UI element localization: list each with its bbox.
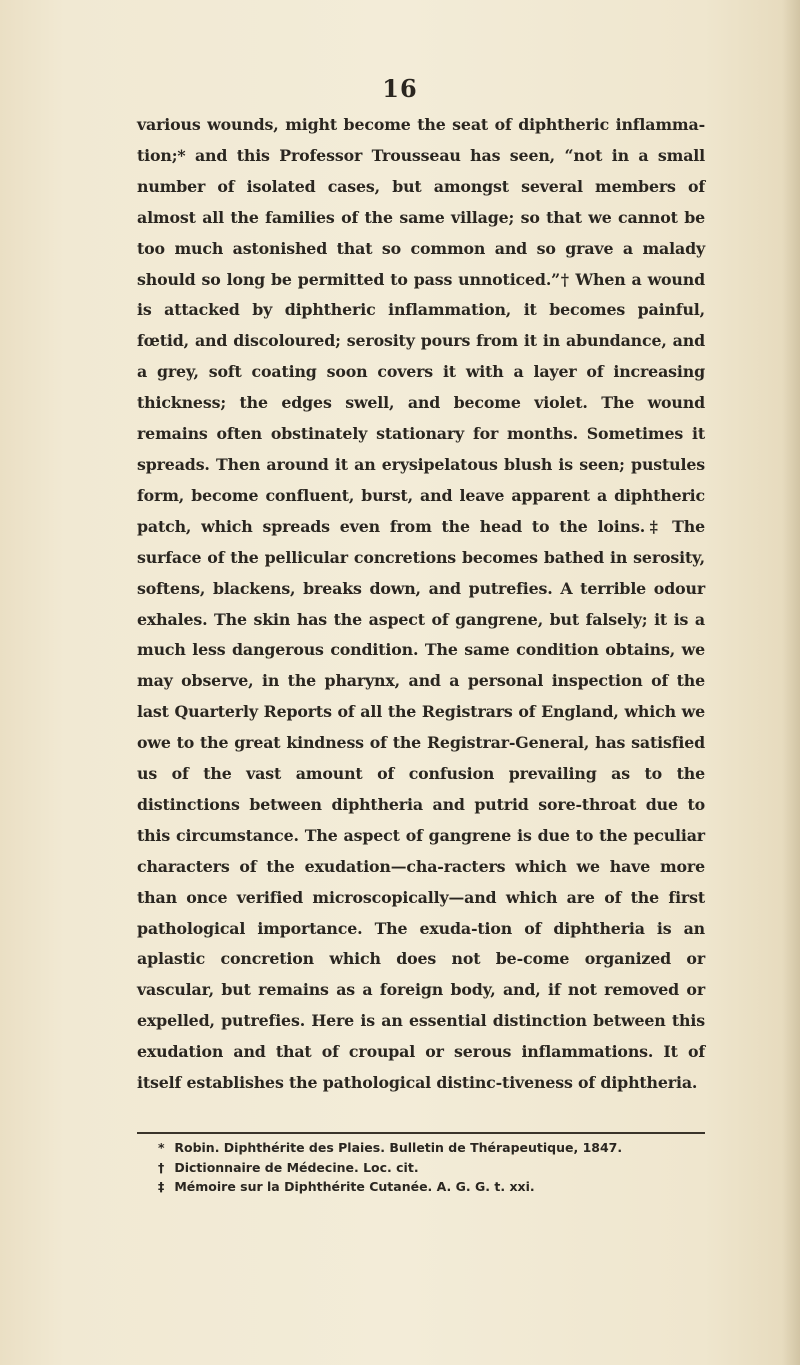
footnote-mark: * xyxy=(158,1140,165,1155)
footnote-divider xyxy=(137,1132,705,1134)
footnote-mark: † xyxy=(158,1159,165,1175)
footnote-text: Dictionnaire de Médecine. Loc. cit. xyxy=(174,1159,419,1175)
footnote-mark: ‡ xyxy=(158,1179,165,1194)
footnote xyxy=(158,1138,678,1158)
body-paragraph: various wounds, might become the seat of diphtheric inflamma-tion;* and this Professor Trousseau has seen, “not in a small number of isolated cases, but amongst several members of almost all the families of the same village; so that we cannot be too much astonished that so common and so grave a malady should so long be permitted to pass unnoticed.”† When a wound is attacked by diphtheric inflammation, it becomes painful, fœtid, and discoloured; serosity pours from it in abundance, and a grey, soft coating soon covers it with a layer of increasing thickness; the edges swell, and become violet. The wound remains often obstinately stationary for months. Sometimes it spreads. Then around it an erysipelatous blush is seen; pustules form, become confluent, burst, and leave apparent a diphtheric patch, which spreads even from the head to the loins.‡ The surface of the pellicular concretions becomes bathed in serosity, softens, blackens, breaks down, and putrefies. A terrible odour exhales. The skin has the aspect of gangrene, but falsely; it is a much less dangerous condition. The same condition obtains, we may observe, in the pharynx, and a personal inspection of the last Quarterly Reports of all the Registrars of England, which we owe to the great kindness of the Registrar-General, has satisfied us of the vast amount of confusion prevailing as to the distinctions between diphtheria and putrid sore-throat due to this circumstance. The aspect of gangrene is due to the peculiar characters of the exudation—cha-racters which we have more than once verified microscopically—and which are of the first pathological importance. The exuda-tion of diphtheria is an aplastic concretion which does not be-come organized or vascular, but remains as a foreign body, and, if not removed or expelled, putrefies. Here is an essential distinction between this exudation and that of croupal or serous inflammations. It of itself establishes the pathological distinc-tiveness of diphtheria. xyxy=(137,115,705,1093)
footnote-text: Mémoire sur la Diphthérite Cutanée. A. G. G. t. xxi. xyxy=(174,1179,535,1194)
footnote-text: Robin. Diphthérite des Plaies. Bulletin de Thérapeutique, 1847. xyxy=(174,1140,623,1155)
footnotes xyxy=(158,1138,678,1197)
page-number: 16 xyxy=(382,74,418,103)
page-edge-shadow xyxy=(782,0,800,1365)
footnote xyxy=(158,1158,678,1178)
footnote xyxy=(158,1177,678,1197)
